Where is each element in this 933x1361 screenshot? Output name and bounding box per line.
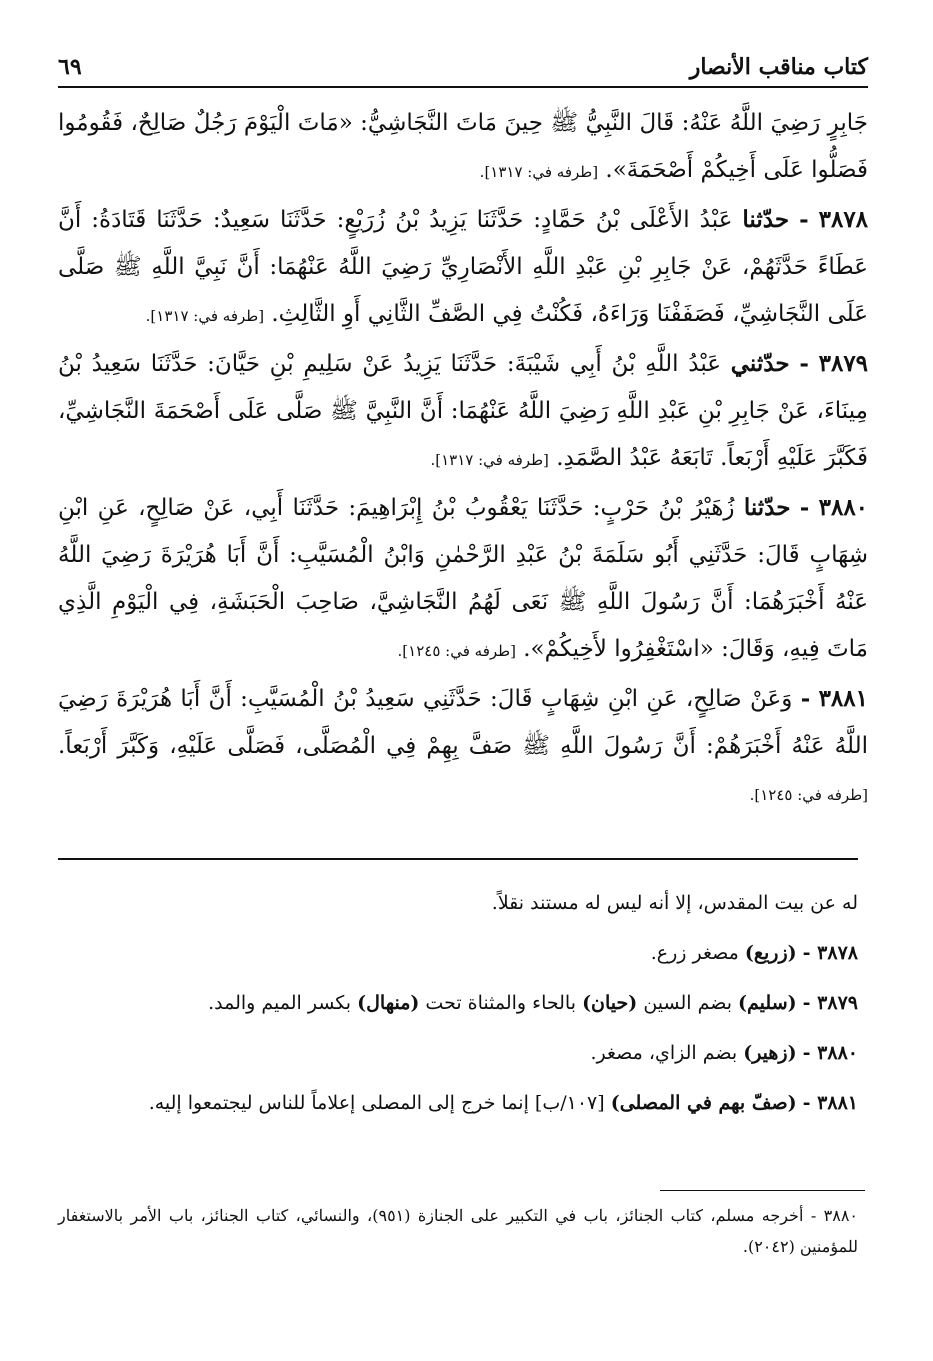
- hadith-text: عَبْدُ الأَعْلَى بْنُ حَمَّادٍ: حَدَّثَنَا يَزِيدُ بْنُ زُرَيْعٍ: حَدَّثَنَا سَعِيدٌ: حَدَّثَنَا قَتَادَةُ: أَنَّ عَطَاءً حَدَّثَهُمْ، عَنْ جَابِرِ بْنِ عَبْدِ اللَّهِ الأَنْصَارِيِّ رَضِيَ اللَّهُ عَنْهُمَا: أَنَّ نَبِيَّ اللَّهِ ﷺ صَلَّى عَلَى النَّجَاشِيِّ، فَصَفَفْنَا وَرَاءَهُ، فَكُنْتُ فِي الصَّفِّ الثَّانِي أَوِ الثَّالِثِ.: [58, 207, 868, 327]
- commentary-text: بالحاء والمثناة تحت: [425, 992, 577, 1014]
- hadith-text: زُهَيْرُ بْنُ حَرْبٍ: حَدَّثَنَا يَعْقُوبُ بْنُ إِبْرَاهِيمَ: حَدَّثَنَا أَبِي، عَنْ صَالِحٍ، عَنِ ابْنِ شِهَابٍ قَالَ: حَدَّثَنِي أَبُو سَلَمَةَ بْنُ عَبْدِ الرَّحْمٰنِ وَابْنُ الْمُسَيَّبِ: أَنَّ أَبَا هُرَيْرَةَ رَضِيَ اللَّهُ عَنْهُ أَخْبَرَهُمَا: أَنَّ رَسُولَ اللَّهِ ﷺ نَعَى لَهُمُ النَّجَاشِيَّ، صَاحِبَ الْحَبَشَةِ، فِي الْيَوْمِ الَّذِي مَاتَ فِيهِ، وَقَالَ: «اسْتَغْفِرُوا لأَخِيكُمْ».: [58, 495, 868, 662]
- hadith-text: جَابِرٍ رَضِيَ اللَّهُ عَنْهُ: قَالَ النَّبِيُّ ﷺ حِينَ مَاتَ النَّجَاشِيُّ: «مَاتَ الْيَوْمَ رَجُلٌ صَالِحٌ، فَقُومُوا فَصَلُّوا عَلَى أَخِيكُمْ أَصْحَمَةَ».: [58, 110, 868, 183]
- book-title: كتاب مناقب الأنصار: [689, 54, 868, 80]
- tarf-reference: [طرفه في: ١٢٤٥].: [397, 642, 516, 660]
- commentary-3881: [58, 1078, 858, 1128]
- hadith-dash: -: [799, 350, 809, 377]
- commentary-3880: [58, 1028, 858, 1078]
- tarf-reference: [طرفه في: ١٣١٧].: [479, 163, 599, 181]
- commentary-number: ٣٨٧٨ -: [802, 942, 858, 964]
- manuscript-folio-ref: [١٠٧/ب]: [534, 1092, 605, 1114]
- commentary-number: ٣٨٨١ -: [802, 1092, 858, 1114]
- commentary-term: (زهير): [743, 1042, 797, 1064]
- hadith-dash: -: [799, 206, 809, 233]
- hadith-number: ٣٨٨١: [818, 685, 868, 712]
- tarf-reference: [طرفه في: ١٢٤٥].: [749, 786, 868, 804]
- hadith-text: عَبْدُ اللَّهِ بْنُ أَبِي شَيْبَةَ: حَدَّثَنَا يَزِيدُ عَنْ سَلِيمِ بْنِ حَيَّانَ: حَدَّثَنَا سَعِيدُ بْنُ مِينَاءَ، عَنْ جَابِرِ بْنِ عَبْدِ اللَّهِ رَضِيَ اللَّهُ عَنْهُمَا: أَنَّ النَّبِيَّ ﷺ صَلَّى عَلَى أَصْحَمَةَ النَّجَاشِيِّ، فَكَبَّرَ عَلَيْهِ أَرْبَعاً. تَابَعَهُ عَبْدُ الصَّمَدِ.: [58, 351, 868, 471]
- commentary-3879: [58, 978, 858, 1028]
- hadith-dash: -: [799, 494, 810, 521]
- hadith-lead-word: حدّثنا: [742, 206, 790, 233]
- commentary-number: ٣٨٧٩ -: [802, 992, 858, 1014]
- commentary-text: إنما خرج إلى المصلى إعلاماً للناس ليجتمعوا إليه.: [148, 1092, 529, 1114]
- page-number: ٦٩: [58, 54, 82, 80]
- hadith-3880: [58, 484, 868, 675]
- hadith-dash: -: [800, 685, 811, 712]
- running-head: [58, 40, 868, 88]
- commentary-text: بضم السين: [643, 992, 732, 1014]
- hadith-text: وَعَنْ صَالِحٍ، عَنِ ابْنِ شِهَابٍ قَالَ: حَدَّثَنِي سَعِيدُ بْنُ الْمُسَيَّبِ: أَنَّ أَبَا هُرَيْرَةَ رَضِيَ اللَّهُ عَنْهُ أَخْبَرَهُمْ: أَنَّ رَسُولَ اللَّهِ ﷺ صَفَّ بِهِمْ فِي الْمُصَلَّى، فَصَلَّى عَلَيْهِ، وَكَبَّرَ أَرْبَعاً.: [58, 686, 868, 759]
- footnote: [58, 1200, 858, 1262]
- section-divider: [58, 858, 858, 860]
- hadith-lead-word: حدّثني: [730, 350, 790, 377]
- hadith-3881: [58, 675, 868, 819]
- hadith-lead-word: حدّثنا: [743, 494, 791, 521]
- hadith-number: ٣٨٧٩: [818, 350, 869, 377]
- commentary-text: مصغر زرع.: [650, 942, 739, 964]
- hadith-3879: [58, 340, 868, 484]
- commentary-term: (منهال): [357, 992, 420, 1014]
- commentary-term: (زريع): [744, 942, 797, 964]
- commentary-continuation: [58, 878, 858, 928]
- commentary-term: (صفّ بهم في المصلى): [610, 1092, 797, 1114]
- commentary-text: له عن بيت المقدس، إلا أنه ليس له مستند نقلاً.: [491, 892, 858, 914]
- commentary-number: ٣٨٨٠ -: [802, 1042, 858, 1064]
- footnote-3880: [58, 1200, 858, 1262]
- commentary-term: (سليم): [738, 992, 797, 1014]
- hadith-continuation: [58, 100, 868, 196]
- hadith-text-body: [58, 100, 868, 819]
- hadith-3878: [58, 196, 868, 340]
- commentary-text: بكسر الميم والمد.: [208, 992, 352, 1014]
- footnote-divider: [660, 1190, 865, 1191]
- hadith-number: ٣٨٧٨: [818, 206, 869, 233]
- footnote-number: ٣٨٨٠ -: [810, 1206, 858, 1225]
- footnote-text: أخرجه مسلم، كتاب الجنائز، باب في التكبير على الجنازة (٩٥١)، والنسائي، كتاب الجنائز، باب الأمر بالاستغفار للمؤمنين (٢٠٤٢).: [58, 1206, 858, 1256]
- commentary-3878: [58, 928, 858, 978]
- commentary-body: [58, 878, 858, 1128]
- tarf-reference: [طرفه في: ١٣١٧].: [430, 451, 549, 469]
- commentary-term: (حيان): [582, 992, 638, 1014]
- commentary-text: بضم الزاي، مصغر.: [590, 1042, 738, 1064]
- tarf-reference: [طرفه في: ١٣١٧].: [145, 307, 265, 325]
- hadith-number: ٣٨٨٠: [818, 494, 869, 521]
